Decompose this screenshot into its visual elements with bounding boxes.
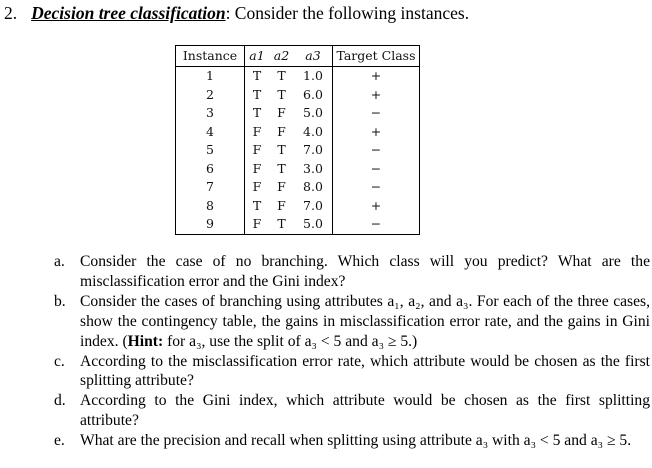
table-row [176, 215, 420, 234]
header-a1: a1 [245, 46, 270, 67]
question-list [54, 252, 650, 451]
cell-instance: 6 [176, 160, 245, 179]
cell-instance: 5 [176, 141, 245, 160]
cell-a3: 8.0 [294, 178, 333, 197]
cell-a2: F [277, 105, 286, 120]
cell-a2: F [277, 123, 286, 139]
cell-a1: F [252, 179, 262, 194]
question-label: d. [54, 392, 66, 410]
cell-a3: 7.0 [294, 197, 333, 216]
question-item-b [54, 292, 650, 352]
cell-instance: 8 [176, 197, 245, 216]
cell-instance: 9 [176, 215, 245, 234]
instances-table [175, 45, 420, 235]
cell-instance: 4 [176, 123, 245, 142]
cell-a3: 3.0 [294, 160, 333, 179]
cell-target-class: − [333, 104, 420, 123]
table-row [176, 160, 420, 179]
cell-instance: 3 [176, 104, 245, 123]
question-label: c. [54, 352, 65, 370]
cell-a1: F [252, 123, 262, 139]
cell-target-class: + [333, 86, 420, 105]
cell-a2: T [277, 68, 286, 83]
cell-a2: T [277, 160, 286, 176]
cell-a3: 5.0 [294, 104, 333, 123]
cell-target-class: − [333, 178, 420, 197]
hint-label: Hint: [127, 332, 164, 350]
cell-a2: T [269, 215, 294, 234]
cell-a3: 1.0 [294, 67, 333, 86]
cell-a2: T [277, 86, 286, 102]
cell-a1: F [252, 142, 262, 157]
table-row [176, 67, 420, 86]
question-item-e [54, 431, 650, 451]
cell-a1: T [252, 197, 262, 213]
question-item-a [54, 252, 650, 292]
problem-number: 2. [4, 3, 18, 23]
table-row [176, 104, 420, 123]
problem-intro: : Consider the following instances. [225, 3, 470, 23]
cell-a2: T [277, 142, 286, 157]
table-row [176, 197, 420, 216]
question-item-c [54, 352, 650, 392]
question-text: Consider the cases of branching using attributes a₁, a₂, and a₃. For each of the three cases, show the contingency table, the gains in misclassification error rate, and the gains in Gini index. ( [80, 292, 650, 350]
cell-target-class: + [333, 123, 420, 142]
question-text: According to the Gini index, which attribute would be chosen as the first splitting attribute? [80, 392, 650, 430]
cell-a3: 7.0 [294, 141, 333, 160]
cell-a3: 5.0 [294, 215, 333, 234]
table-row [176, 123, 420, 142]
header-instance: Instance [176, 46, 245, 67]
table-row [176, 141, 420, 160]
question-item-d [54, 391, 650, 431]
question-text: What are the precision and recall when splitting using attribute a₃ with a₃ < 5 and a₃ ≥ 5. [80, 432, 632, 450]
cell-target-class: − [333, 141, 420, 160]
question-label: e. [54, 432, 65, 450]
header-a2: a2 [269, 46, 294, 67]
problem-heading [4, 2, 469, 24]
cell-a3: 4.0 [294, 123, 333, 142]
table-row [176, 178, 420, 197]
cell-a1: T [252, 105, 262, 120]
cell-target-class: + [333, 197, 420, 216]
cell-a1: T [252, 86, 262, 102]
cell-target-class: − [333, 160, 420, 179]
header-target-class: Target Class [333, 46, 420, 67]
table-header-row [176, 46, 420, 67]
question-text: Consider the case of no branching. Which class will you predict? What are the misclassification error and the Gini index? [80, 253, 650, 290]
cell-a1: F [252, 160, 262, 176]
cell-a2: F [277, 179, 286, 194]
header-a3: a3 [294, 46, 333, 67]
question-text: According to the misclassification error rate, which attribute would be chosen as the first splitting attribute? [80, 352, 650, 390]
question-label: b. [54, 292, 66, 310]
cell-instance: 2 [176, 86, 245, 105]
cell-a1: T [252, 68, 262, 83]
problem-topic: Decision tree classification [31, 3, 226, 23]
hint-text: for a₃, use the split of a₃ < 5 and a₃ ≥ 5.) [163, 332, 418, 350]
cell-instance: 1 [176, 67, 245, 86]
question-label: a. [54, 253, 65, 270]
cell-target-class: − [333, 215, 420, 234]
cell-a1: F [245, 215, 270, 234]
cell-instance: 7 [176, 178, 245, 197]
table-row [176, 86, 420, 105]
cell-a2: F [277, 197, 286, 213]
cell-target-class: + [333, 67, 420, 86]
cell-a3: 6.0 [294, 86, 333, 105]
